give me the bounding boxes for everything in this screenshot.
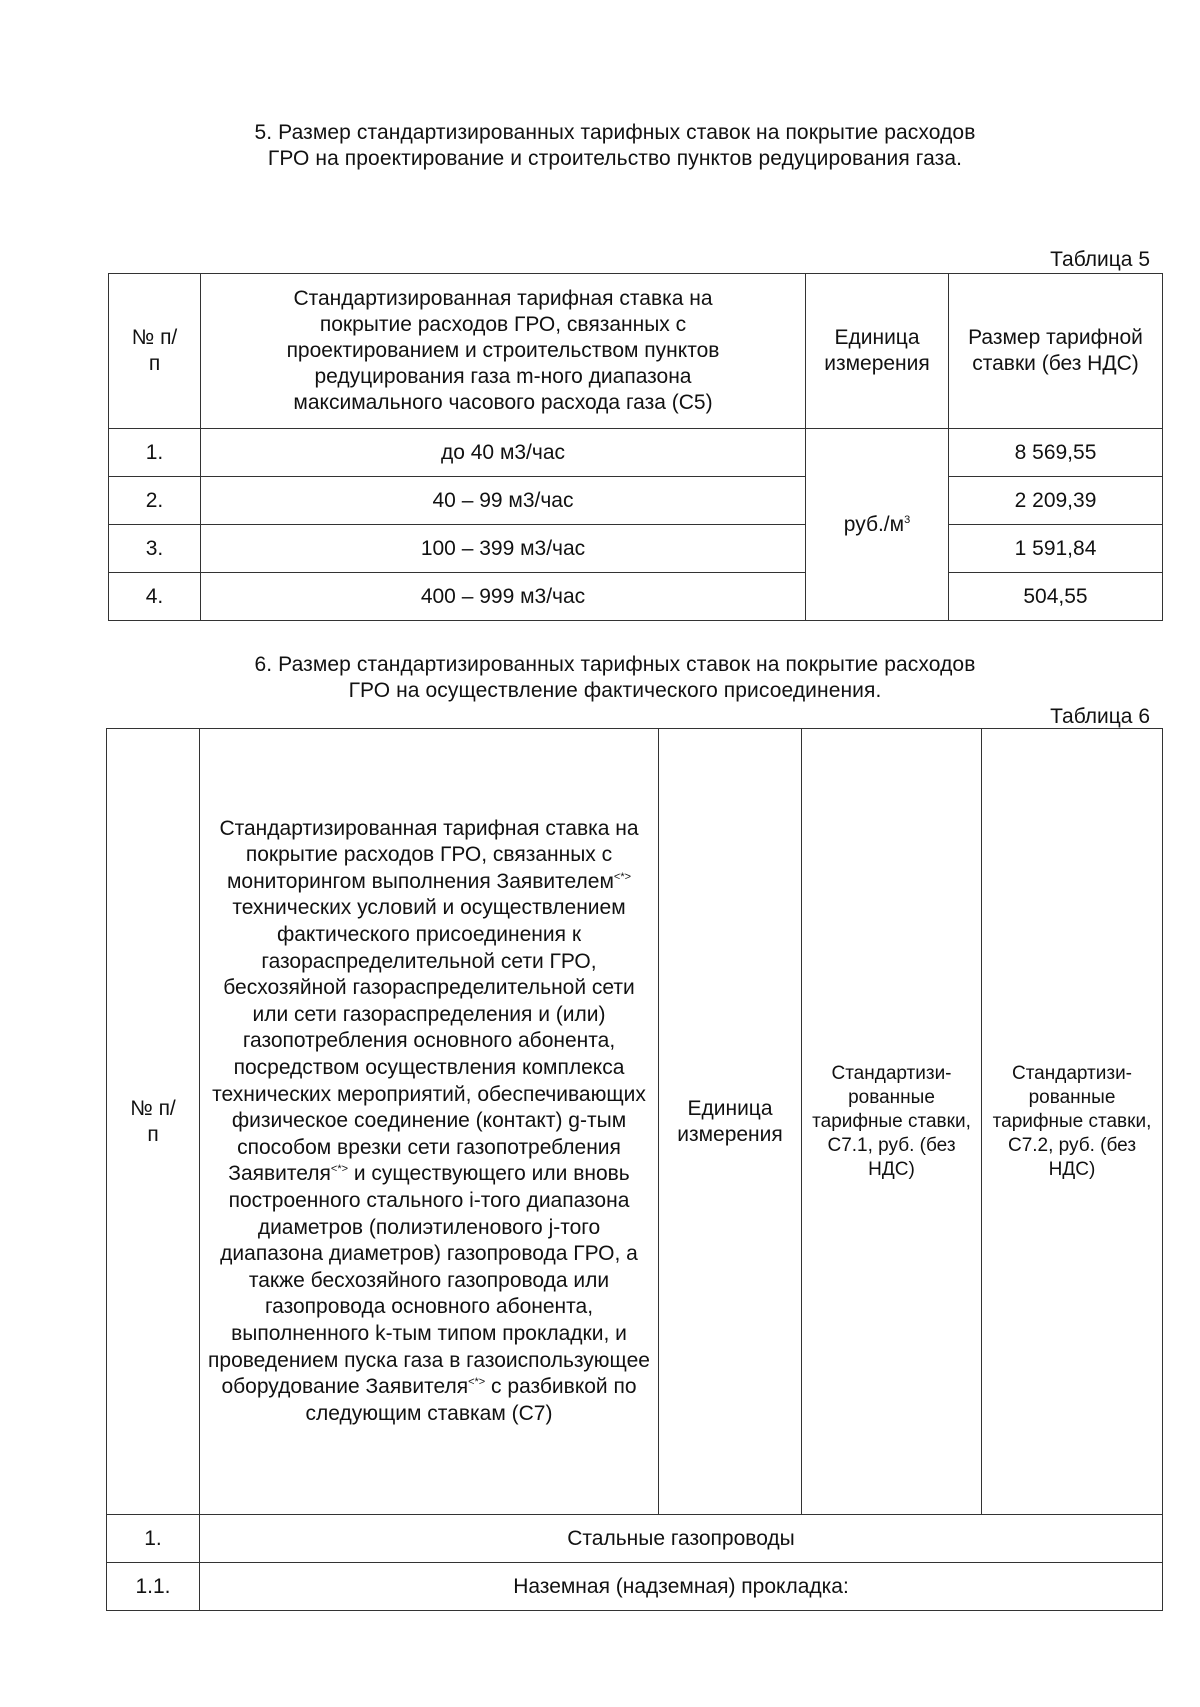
table6-desc-part1: Стандартизированная тарифная ставка на покрытие расходов ГРО, связанных с мониторингом выполнения Заявителем: [219, 816, 639, 893]
footnote-mark: <*>: [468, 1376, 486, 1389]
table5-row1-value: 8 569,55: [949, 429, 1163, 477]
section5-heading: [150, 120, 1080, 172]
table5-row3-num: 3.: [109, 525, 201, 573]
table5-row1-num: 1.: [109, 429, 201, 477]
table5-unit-cell: [806, 429, 949, 621]
table-row: [109, 525, 1163, 573]
table5-unit-value: руб./м: [843, 512, 905, 536]
table-row: [109, 429, 1163, 477]
table-row: [109, 477, 1163, 525]
table6-row1-num: 1.: [107, 1515, 200, 1563]
table6-caption: Таблица 6: [1050, 705, 1150, 728]
table5-row4-range: 400 – 999 м3/час: [201, 573, 806, 621]
table6-row2-num: 1.1.: [107, 1563, 200, 1611]
footnote-mark: <*>: [330, 1163, 349, 1176]
table5-row1-range: до 40 м3/час: [201, 429, 806, 477]
table5-row4-value: 504,55: [949, 573, 1163, 621]
table6-desc-part3: и существующего или вновь построенного стального i-того диапазона диаметров (полиэтиленового j-того диапазона диаметров) газопровода ГРО, а также бесхозяйного газопровода или газопровода основного абонента, выполненного k-тым типом прокладки, и проведением пуска газа в газоиспользующее оборудование Заявителя: [208, 1162, 650, 1399]
table6-desc-part2: технических условий и осуществлением фактического присоединения к газораспределительной сети ГРО, бесхозяйной газораспределительной сети или сети газораспределения и (или) газопотребления основного абонента, посредством осуществления комплекса технических мероприятий, обеспечивающих физическое соединение (контакт) g-тым способом врезки сети газопотребления Заявителя: [212, 896, 646, 1186]
table5-row2-num: 2.: [109, 477, 201, 525]
table6-header-unit: Единица измерения: [659, 729, 802, 1515]
table6-header-desc: [200, 729, 659, 1515]
table5-unit-sup: 3: [904, 513, 911, 526]
table-row: [107, 1563, 1163, 1611]
table5-header-rate: Размер тарифной ставки (без НДС): [949, 274, 1163, 429]
table6-desc-part4: с разбивкой по следующим ставкам (С7): [305, 1375, 637, 1425]
section6-heading: [150, 652, 1080, 704]
table5-row2-range: 40 – 99 м3/час: [201, 477, 806, 525]
table5-row4-num: 4.: [109, 573, 201, 621]
table6-header-row: [107, 729, 1163, 1515]
table5-caption: Таблица 5: [1050, 248, 1150, 271]
table6-header-rate1: Стандартизи-рованные тарифные ставки, С7.1, руб. (без НДС): [802, 729, 982, 1515]
table-row: [109, 573, 1163, 621]
table5-row3-value: 1 591,84: [949, 525, 1163, 573]
table-row: [107, 1515, 1163, 1563]
table5-row3-range: 100 – 399 м3/час: [201, 525, 806, 573]
table5-header-unit: Единица измерения: [806, 274, 949, 429]
table5-header-num: № п/п: [109, 274, 201, 429]
table6-row1-label: Стальные газопроводы: [200, 1515, 1163, 1563]
table5-header-row: [109, 274, 1163, 429]
table6-header-rate2: Стандартизи-рованные тарифные ставки, С7.2, руб. (без НДС): [982, 729, 1163, 1515]
table5: [108, 273, 1163, 621]
table6: [106, 728, 1163, 1611]
section6-heading-line2: ГРО на осуществление фактического присоединения.: [348, 679, 882, 702]
table6-row2-label: Наземная (надземная) прокладка:: [200, 1563, 1163, 1611]
table5-header-desc: Стандартизированная тарифная ставка на покрытие расходов ГРО, связанных с проектированием и строительством пунктов редуцирования газа m-ного диапазона максимального часового расхода газа (С5): [201, 274, 806, 429]
section5-heading-line1: 5. Размер стандартизированных тарифных ставок на покрытие расходов: [254, 121, 976, 144]
section5-heading-line2: ГРО на проектирование и строительство пунктов редуцирования газа.: [267, 147, 963, 170]
footnote-mark: <*>: [613, 870, 632, 883]
table6-header-num: № п/п: [107, 729, 200, 1515]
table5-row2-value: 2 209,39: [949, 477, 1163, 525]
section6-heading-line1: 6. Размер стандартизированных тарифных ставок на покрытие расходов: [254, 653, 976, 676]
